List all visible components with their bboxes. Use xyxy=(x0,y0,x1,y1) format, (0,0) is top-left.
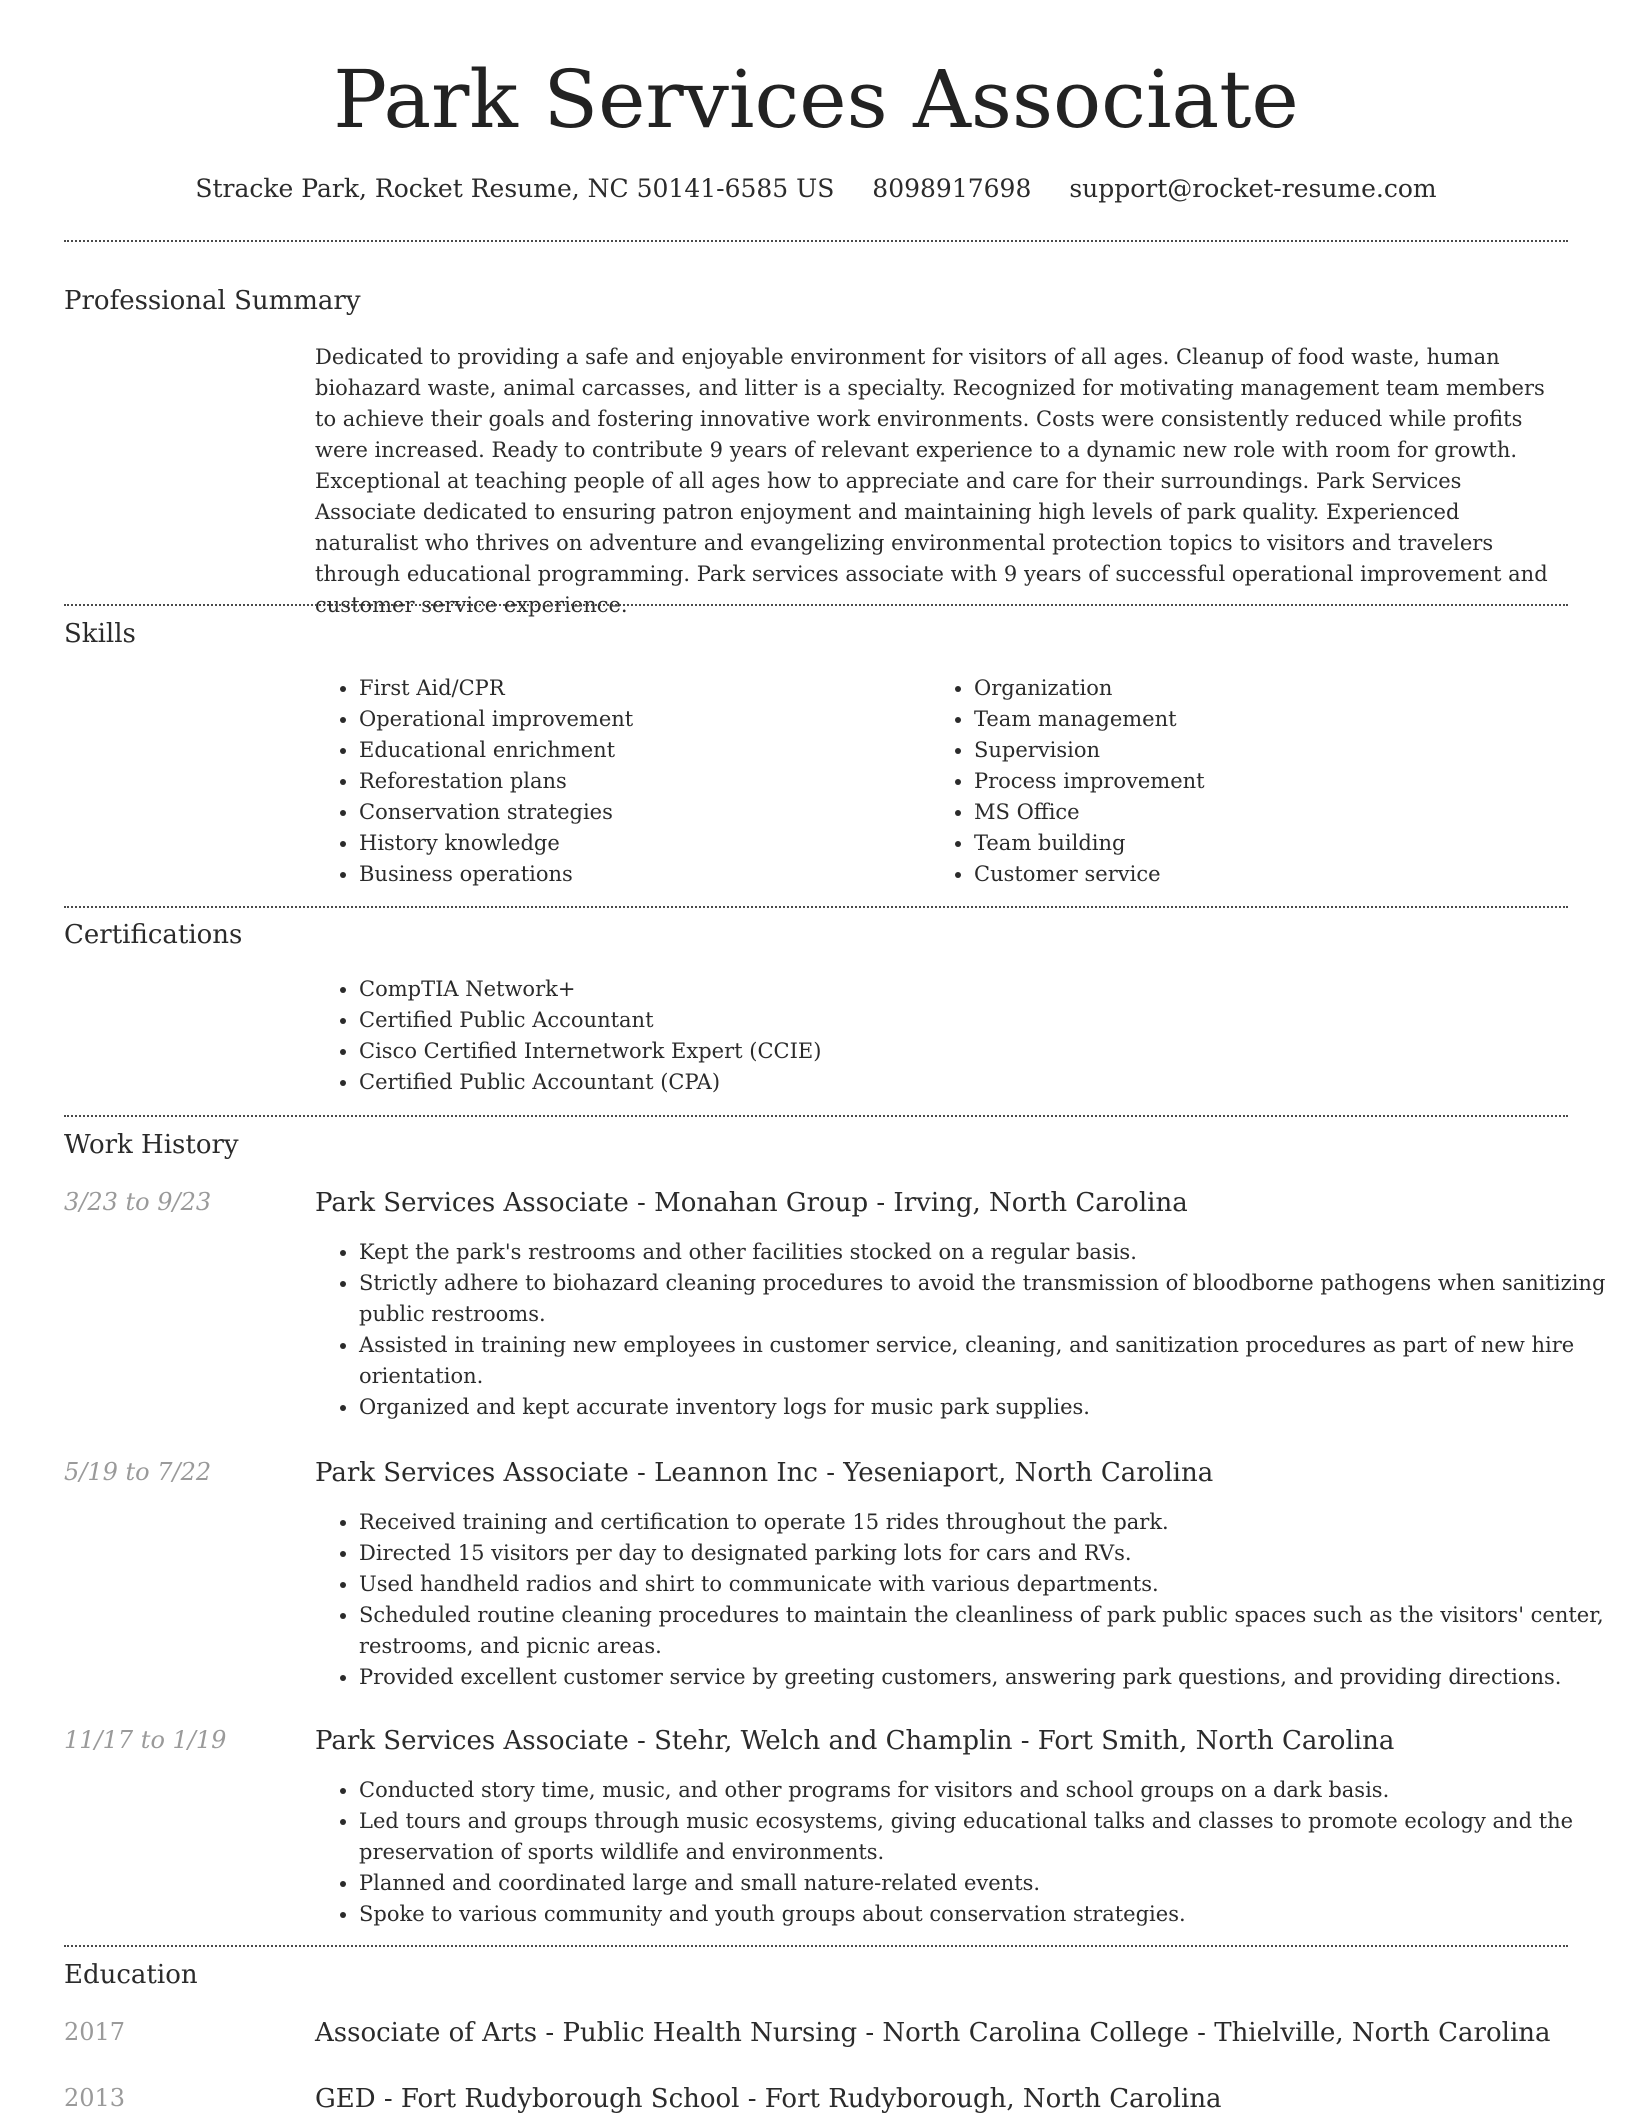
job-dates: 5/19 to 7/22 xyxy=(64,1458,212,1486)
job-bullet: • Led tours and groups through music ecosystems, giving educational talks and classes to promote ecology and the preservation of sports wildlife and environments. xyxy=(359,1806,1612,1868)
certification-item: • Cisco Certified Internetwork Expert (CCIE) xyxy=(359,1036,1559,1067)
skill-item: • History knowledge xyxy=(359,828,919,859)
job-bullet: • Organized and kept accurate inventory logs for music park supplies. xyxy=(359,1392,1612,1423)
summary-text: Dedicated to providing a safe and enjoyable environment for visitors of all ages. Cleanup of food waste, human biohazard waste, animal carcasses, and litter is a specialty. Recognized for motivating management team members to achieve their goals and fostering innovative work environments. Costs were consistently reduced while profits were increased. Ready to contribute 9 years of relevant experience to a dynamic new role with room for growth. Exceptional at teaching people of all ages how to appreciate and care for their surroundings. Park Services Associate dedicated to ensuring patron enjoyment and maintaining high levels of park quality. Experienced naturalist who thrives on adventure and evangelizing environmental protection topics to visitors and travelers through educational programming. Park services associate with 9 years of successful operational improvement and customer service experience. xyxy=(315,345,1548,617)
job-bullet: • Conducted story time, music, and other programs for visitors and school groups on a dark basis. xyxy=(359,1775,1612,1806)
contact-line xyxy=(0,172,1632,206)
certifications-heading: Certifications xyxy=(64,920,243,950)
certifications-list xyxy=(315,974,1559,1098)
skills-heading: Skills xyxy=(64,619,136,649)
job-bullet: • Scheduled routine cleaning procedures to maintain the cleanliness of park public spaces such as the visitors' center, restrooms, and picnic areas. xyxy=(359,1600,1612,1662)
skill-item: • Team building xyxy=(974,828,1534,859)
section-divider xyxy=(64,1945,1568,1947)
contact-address: Stracke Park, Rocket Resume, NC 50141-6585 US xyxy=(195,174,835,203)
section-divider xyxy=(64,1115,1568,1117)
skill-item: • Supervision xyxy=(974,735,1534,766)
skill-item: • Business operations xyxy=(359,859,919,890)
education-year: 2017 xyxy=(64,2018,126,2046)
job-bullet: • Kept the park's restrooms and other facilities stocked on a regular basis. xyxy=(359,1237,1612,1268)
job-bullets xyxy=(315,1237,1612,1423)
skill-item: • Process improvement xyxy=(974,766,1534,797)
skill-item: • Reforestation plans xyxy=(359,766,919,797)
job-bullets xyxy=(315,1775,1612,1930)
certification-item: • Certified Public Accountant (CPA) xyxy=(359,1067,1559,1098)
section-divider xyxy=(64,240,1568,242)
contact-phone: 8098917698 xyxy=(872,174,1032,203)
certification-item: • Certified Public Accountant xyxy=(359,1005,1559,1036)
job-bullet: • Directed 15 visitors per day to designated parking lots for cars and RVs. xyxy=(359,1538,1612,1569)
education-heading: Education xyxy=(64,1960,198,1990)
skill-item: • Organization xyxy=(974,673,1534,704)
job-bullet: • Assisted in training new employees in customer service, cleaning, and sanitization procedures as part of new hire orientation. xyxy=(359,1330,1612,1392)
job-title: Park Services Associate - Stehr, Welch and Champlin - Fort Smith, North Carolina xyxy=(315,1726,1395,1756)
job-bullet: • Spoke to various community and youth groups about conservation strategies. xyxy=(359,1899,1612,1930)
candidate-name: Park Services Associate xyxy=(333,53,1299,146)
job-title: Park Services Associate - Leannon Inc - Yeseniaport, North Carolina xyxy=(315,1458,1214,1488)
skill-item: • Conservation strategies xyxy=(359,797,919,828)
skills-list-left xyxy=(315,673,919,890)
skill-item: • Team management xyxy=(974,704,1534,735)
skill-item: • MS Office xyxy=(974,797,1534,828)
job-title: Park Services Associate - Monahan Group - Irving, North Carolina xyxy=(315,1188,1188,1218)
section-divider xyxy=(64,604,1568,606)
skill-item: • Operational improvement xyxy=(359,704,919,735)
work-history-heading: Work History xyxy=(64,1130,239,1160)
job-bullet: • Provided excellent customer service by greeting customers, answering park questions, and providing directions. xyxy=(359,1662,1612,1693)
skills-list-right xyxy=(930,673,1534,890)
education-title: GED - Fort Rudyborough School - Fort Rudyborough, North Carolina xyxy=(315,2084,1222,2114)
skill-item: • Educational enrichment xyxy=(359,735,919,766)
skill-item: • First Aid/CPR xyxy=(359,673,919,704)
job-dates: 11/17 to 1/19 xyxy=(64,1726,227,1754)
summary-heading: Professional Summary xyxy=(64,286,361,316)
job-bullet: • Strictly adhere to biohazard cleaning procedures to avoid the transmission of bloodborne pathogens when sanitizing public restrooms. xyxy=(359,1268,1612,1330)
certification-item: • CompTIA Network+ xyxy=(359,974,1559,1005)
job-bullet: • Used handheld radios and shirt to communicate with various departments. xyxy=(359,1569,1612,1600)
education-year: 2013 xyxy=(64,2084,126,2112)
job-bullet: • Received training and certification to operate 15 rides throughout the park. xyxy=(359,1507,1612,1538)
education-title: Associate of Arts - Public Health Nursing - North Carolina College - Thielville, North Carolina xyxy=(315,2018,1551,2048)
job-dates: 3/23 to 9/23 xyxy=(64,1188,212,1216)
section-divider xyxy=(64,906,1568,908)
skill-item: • Customer service xyxy=(974,859,1534,890)
contact-email: support@rocket-resume.com xyxy=(1069,174,1437,203)
job-bullet: • Planned and coordinated large and small nature-related events. xyxy=(359,1868,1612,1899)
job-bullets xyxy=(315,1507,1612,1693)
